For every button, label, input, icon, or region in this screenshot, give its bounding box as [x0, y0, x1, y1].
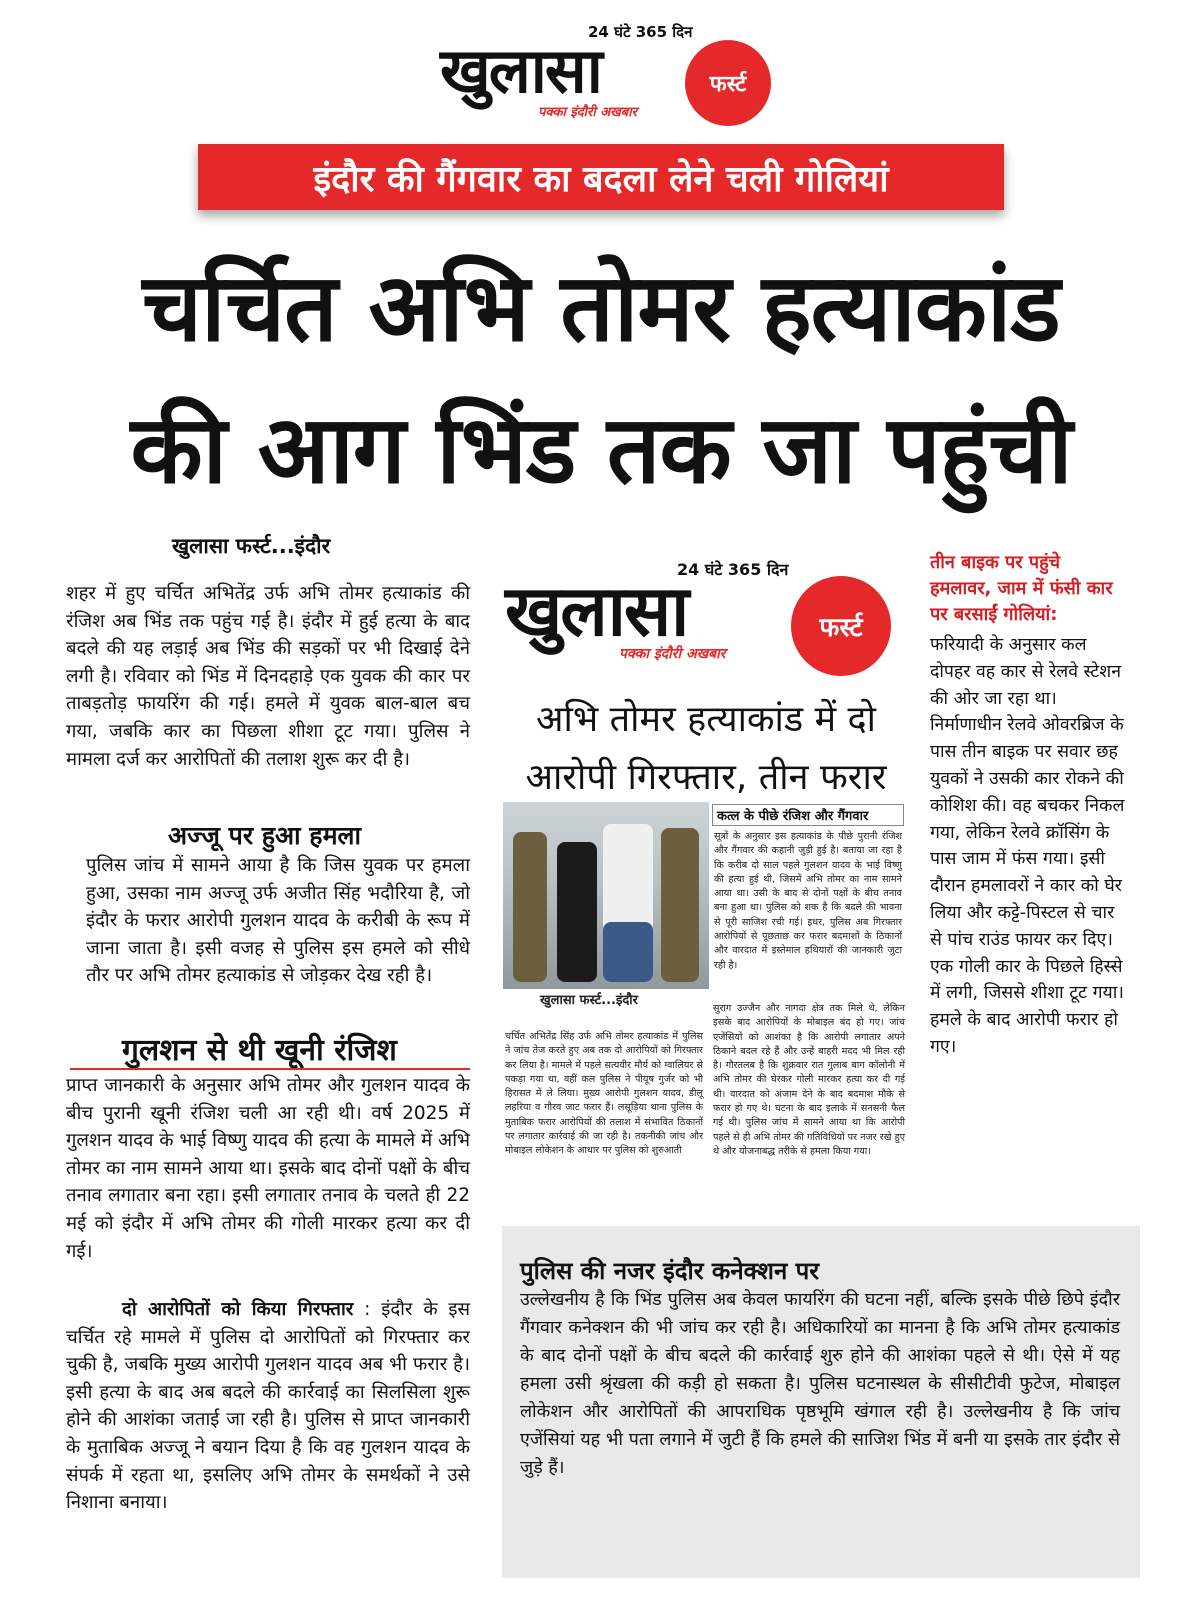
- photo-figure-1: [513, 832, 547, 982]
- photo-figure-5: [603, 922, 653, 982]
- red-rule: [70, 1068, 470, 1070]
- masthead-tag: 24 घंटे 365 दिन: [588, 23, 693, 41]
- masthead-brand: खुलासा: [440, 34, 601, 107]
- gray-box: [502, 1226, 1140, 1578]
- clipping-photo: [503, 802, 709, 989]
- clipping-slogan: पक्का इंदौरी अखबार: [619, 646, 726, 662]
- clipping-headline-1: अभि तोमर हत्याकांड में दो: [536, 699, 876, 740]
- clipping-headline-2: आरोपी गिरफ्तार, तीन फरार: [525, 757, 887, 798]
- photo-figure-4: [661, 828, 699, 982]
- clipping-masthead: [505, 558, 905, 668]
- headline-line-2: की आग भिंड तक जा पहुंची: [130, 396, 1072, 505]
- masthead-badge: फर्स्ट: [685, 40, 771, 126]
- clipping-col-1: चर्चित अभितेंद्र सिंह उर्फ अभि तोमर हत्याकांड में पुलिस ने जांच तेज करते हुए अब तक दो आरोपियों को गिरफ्तार कर लिया है। मामले में पहले सत्यवीर मौर्य को ग्वालियर से पकड़ा गया था, वहीं कल पुलिस ने पीयूष गुर्जर को भी हिरासत में ले लिया। मुख्य आरोपी गुलशन यादव, डीलू लहरिया व गौरव जाट फरार हैं। लसूड़िया थाना पुलिस के मुताबिक फरार आरोपियों की तलाश में संभावित ठिकानों पर लगातार कार्रवाई की जा रही है। तकनीकी जांच और मोबाइल लोकेशन के आधार पर पुलिस को शुरुआती: [505, 1031, 703, 1157]
- left-para-1-text: पुलिस जांच में सामने आया है कि जिस युवक पर हमला हुआ, उसका नाम अज्जू उर्फ अजीत सिंह भदौरिया है, जो इंदौर के फरार आरोपी गुलशन यादव के करीबी के रूप में जाना जाता है। इसी वजह से पुलिस इस हमले को सीधे तौर पर अभि तोमर हत्याकांड से जोड़कर देख रही है।: [86, 855, 470, 987]
- left-para-3-body: : इंदौर के इस चर्चित रहे मामले में पुलिस दो आरोपितों को गिरफ्तार कर चुकी है, जबकि मुख्य आरोपी गुलशन यादव अब भी फरार है। इसी हत्या के बाद अब बदले की कार्रवाई का सिलसिला शुरू होने की आशंका जताई जा रही है। पुलिस से प्राप्त जानकारी के मुताबिक अज्जू ने बयान दिया है कि वह गुलशन यादव के संपर्क में रहता था, इसलिए अभि तोमर के समर्थकों ने उसे निशाना बनाया।: [66, 1299, 470, 1514]
- right-text: फरियादी के अनुसार कल दोपहर वह कार से रेलवे स्टेशन की ओर जा रहा था। निर्माणाधीन रेलवे ओवरब्रिज के पास तीन बाइक पर सवार छह युवकों ने उसकी कार रोकने की कोशिश की। वह बचकर निकल गया, लेकिन रेलवे क्रॉसिंग के पास जाम में फंस गया। इसी दौरान हमलावरों ने कार को घेर लिया और कट्टे-पिस्टल से चार से पांच राउंड फायर कर दिए। एक गोली कार के पिछले हिस्से में लगी, जिससे शीशा टूट गया। हमले के बाद आरोपी फरार हो गए।: [930, 635, 1125, 1057]
- photo-figure-2: [557, 842, 597, 982]
- left-para-2-text: प्राप्त जानकारी के अनुसार अभि तोमर और गुलशन यादव के बीच पुरानी खूनी रंजिश चली आ रही थी। वर्ष 2025 में गुलशन यादव के भाई विष्णु यादव की हत्या के मामले में अभि तोमर का नाम सामने आया था। इसके बाद दोनों पक्षों के बीच तनाव लगातार बना रहा। इसी लगातार तनाव के चलते ही 22 मई को इंदौर में अभि तोमर की गोली मारकर हत्या कर दी गई।: [66, 1075, 470, 1262]
- clipping-tag: 24 घंटे 365 दिन: [677, 560, 789, 579]
- clipping-box-head: कत्ल के पीछे रंजिश और गैंगवार: [712, 804, 904, 826]
- clipping-brand: खुलासा: [505, 570, 688, 652]
- masthead-slogan: पक्का इंदौरी अखबार: [538, 105, 637, 120]
- gray-box-text: उल्लेखनीय है कि भिंड पुलिस अब केवल फायरिंग की घटना नहीं, बल्कि इसके पीछे छिपे इंदौर गैंगवार कनेक्शन की भी जांच कर रही है। अधिकारियों का मानना है कि अभि तोमर हत्याकांड के बाद दोनों पक्षों के बीच बदले की कार्रवाई शुरु होने की आशंका पहले से थी। ऐसे में यह हमला उसी श्रृंखला की कड़ी हो सकता है। पुलिस घटनास्थल के सीसीटीवी फुटेज, मोबाइल लोकेशन और आरोपितों की आपराधिक पृष्ठभूमि खंगाल रही है। उल्लेखनीय है कि जांच एजेंसियां यह भी पता लगाने में जुटी हैं कि हमले की साजिश भिंड में बनी या इसके तार इंदौर से जुड़े हैं।: [520, 1289, 1120, 1478]
- left-para-1: [86, 852, 470, 990]
- top-banner: इंदौर की गैंगवार का बदला लेने चली गोलियां: [198, 144, 1004, 210]
- left-intro-text: शहर में हुए चर्चित अभितेंद्र उर्फ अभि तोमर हत्याकांड की रंजिश अब भिंड तक पहुंच गई है। इंदौर में हुई हत्या के बाद बदले की यह लड़ाई अब भिंड की सड़कों पर भी दिखाई देने लगी है। रविवार को भिंड में दिनदहाड़े एक युवक की कार पर ताबड़तोड़ फायरिंग की गई। हमले में युवक बाल-बाल बच गया, जबकि कार का पिछला शीशा टूट गया। पुलिस ने मामला दर्ज कर आरोपितों की तलाश शुरू कर दी है।: [66, 583, 470, 770]
- left-intro: [66, 580, 470, 773]
- left-para-2: [66, 1072, 470, 1265]
- dateline: खुलासा फर्स्ट...इंदौर: [172, 534, 331, 558]
- subhead-gulshan: गुलशन से थी खूनी रंजिश: [122, 1033, 397, 1068]
- clipping-col-2: सुराग उज्जैन और नागदा क्षेत्र तक मिले थे, लेकिन इसके बाद आरोपियों के मोबाइल बंद हो गए। जांच एजेंसियों को आशंका है कि आरोपी लगातार अपने ठिकाने बदल रहे हैं और उन्हें बाहरी मदद भी मिल रही है। गौरतलब है कि शुक्रवार रात गुलाब बाग कॉलोनी में अभि तोमर की घेरकर गोली मारकर हत्या कर दी गई थी। वारदात को अंजाम देने के बाद बदमाश मौके से फरार हो गए थे। घटना के बाद इलाके में सनसनी फैल गई थी। पुलिस जांच में सामने आया था कि आरोपी पहले से ही अभि तोमर की गतिविधियों पर नजर रखे हुए थे और योजनाबद्ध तरीके से हमला किया गया।: [713, 1003, 905, 1157]
- clipping-box-text: सूत्रों के अनुसार इस हत्याकांड के पीछे पुरानी रंजिश और गैंगवार की कहानी जुड़ी हुई है। बताया जा रहा है कि करीब दो साल पहले गुलशन यादव के भाई विष्णु की हत्या हुई थी, जिसमें अभि तोमर का नाम सामने आया था। उसी के बाद से दोनों पक्षों के बीच तनाव बना हुआ था। पुलिस को शक है कि बदले की भावना से पूरी साजिश रची गई। इधर, पुलिस अब गिरफ्तार आरोपियों से पूछताछ कर फरार बदमाशों के ठिकानों और वारदात में इस्तेमाल हथियारों की जानकारी जुटा रही है।: [714, 831, 902, 971]
- left-para-3: [66, 1296, 470, 1517]
- clipping-badge: फर्स्ट: [791, 576, 891, 676]
- subhead-arrest: दो आरोपितों को किया गिरफ्तार: [122, 1299, 354, 1320]
- subhead-ajju: अज्जू पर हुआ हमला: [168, 821, 361, 850]
- headline-line-1: चर्चित अभि तोमर हत्याकांड: [142, 254, 1060, 363]
- gray-box-heading: पुलिस की नजर इंदौर कनेक्शन पर: [520, 1257, 820, 1285]
- right-heading: तीन बाइक पर पहुंचे हमलावर, जाम में फंसी कार पर बरसाईं गोलियां:: [930, 552, 1113, 625]
- masthead: [440, 22, 780, 122]
- photo-caption: खुलासा फर्स्ट...इंदौर: [540, 993, 638, 1008]
- left-para-3-text: [66, 1296, 470, 1517]
